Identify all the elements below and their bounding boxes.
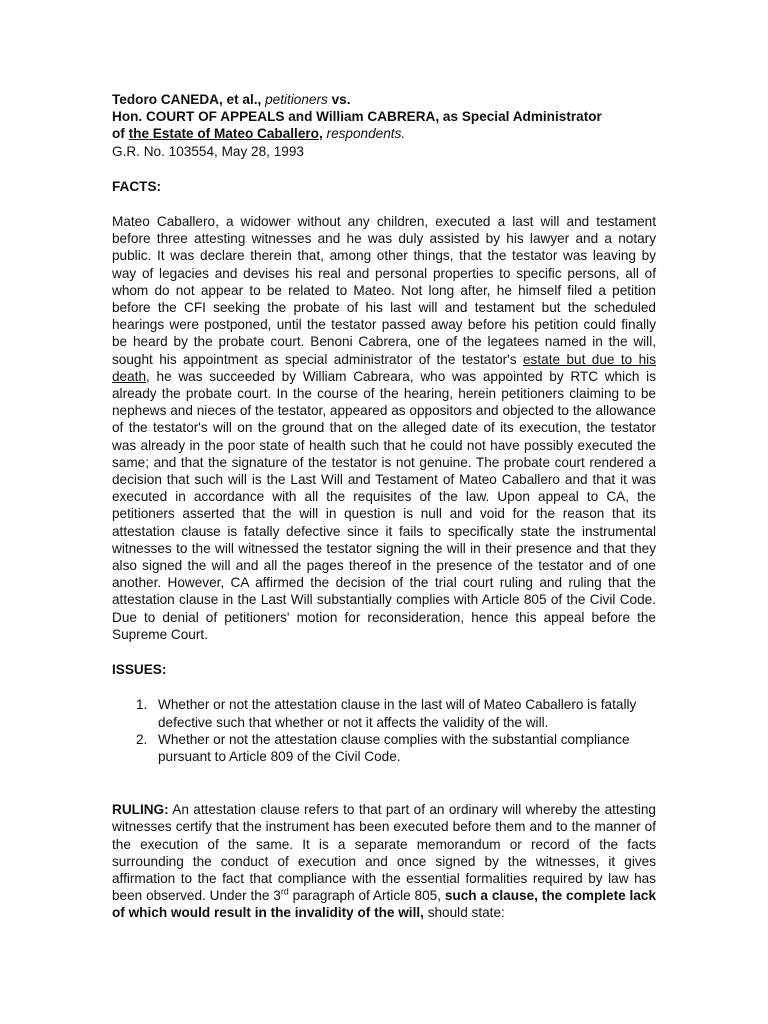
ruling-label: RULING: xyxy=(112,802,169,818)
issue-number: 1. xyxy=(136,697,148,713)
caption-line-petitioners xyxy=(112,91,656,108)
facts-paragraph xyxy=(112,213,656,643)
caption-line-estate xyxy=(112,125,656,142)
estate-name: the Estate of Mateo Caballero xyxy=(128,126,319,142)
of-word: of xyxy=(112,126,125,142)
petitioners-role: petitioners xyxy=(265,92,328,107)
facts-text-before: Mateo Caballero, a widower without any children, executed a last will and testament before three attesting witnesses and he was duly assisted by his lawyer and a notary public. It was declare therein that, among other things, that the testator was leaving by way of legacies and devises his real and personal properties to specific persons, all of whom do not appear to be related to Mateo. Not long after, he himself filed a petition before the CFI seeking the probate of his last will and testament but the scheduled hearings were postponed, until the testator passed away before his petition could finally be heard by the probate court. Benoni Cabrera, one of the legatees named in the will, sought his appointment as special administrator of the testator's xyxy=(112,214,656,367)
versus: vs. xyxy=(331,92,351,107)
issue-number: 2. xyxy=(136,731,148,747)
issues-heading: ISSUES: xyxy=(112,662,167,678)
ruling-text-2: paragraph of Article 805, xyxy=(288,888,445,904)
petitioners-name: Tedoro CANEDA, et al., xyxy=(112,92,262,107)
list-item xyxy=(136,696,656,730)
facts-text-after: , he was succeeded by William Cabreara, who was appointed by RTC which is already the probate court. In the course of the hearing, herein petitioners claiming to be nephews and nieces of the testator, appeared as oppositors and objected to the allowance of the testator's will on the ground that on the alleged date of its execution, the testator was already in the poor state of health such that he could not have possibly executed the same; and that the signature of the testator is not genuine. The probate court rendered a decision that such will is the Last Will and Testament of Mateo Caballero and that it was executed in accordance with all the requisites of the law. Upon appeal to CA, the petitioners asserted that the will in question is null and void for the reason that its attestation clause is fatally defective since it fails to specifically state the instrumental witnesses to the will witnessed the testator signing the will in their presence and that they also signed the will and all the pages thereof in the presence of the testator and of one another. However, CA affirmed the decision of the trial court ruling and ruling that the attestation clause in the Last Will substantially complies with Article 805 of the Civil Code. Due to denial of petitioners' motion for reconsideration, hence this appeal before the Supreme Court. xyxy=(112,368,656,642)
document-page xyxy=(112,91,656,922)
ruling-paragraph xyxy=(112,801,656,921)
ruling-text-3: should state: xyxy=(423,905,505,921)
issue-text: Whether or not the attestation clause complies with the substantial compliance pursuant to Article 809 of the Civil Code. xyxy=(158,731,630,764)
ruling-bold: such a clause, the complete lack of which would result in the invalidity of the will, xyxy=(112,888,657,921)
caption-line-respondents: Hon. COURT OF APPEALS and William CABRERA, as Special Administrator xyxy=(112,109,602,125)
issue-text: Whether or not the attestation clause in the last will of Mateo Caballero is fatally defective such that whether or not it affects the validity of the will. xyxy=(158,697,637,730)
facts-heading: FACTS: xyxy=(112,178,162,194)
facts-underlined: estate but due to his death xyxy=(112,351,657,384)
case-caption xyxy=(112,91,656,160)
gr-number: G.R. No. 103554, May 28, 1993 xyxy=(112,143,304,159)
ruling-text-1: An attestation clause refers to that part of an ordinary will whereby the attesting witnesses certify that the instrument has been executed before them and to the manner of the execution of the same. It is a separate memorandum or record of the facts surrounding the conduct of execution and once signed by the witnesses, it gives affirmation to the fact that compliance with the essential formalities required by law has been observed. Under the 3 xyxy=(112,802,656,904)
issues-list xyxy=(112,696,656,765)
respondents-role: respondents. xyxy=(326,126,406,142)
estate-comma: , xyxy=(318,126,323,142)
list-item xyxy=(136,731,656,765)
ruling-superscript: rd xyxy=(280,886,289,897)
